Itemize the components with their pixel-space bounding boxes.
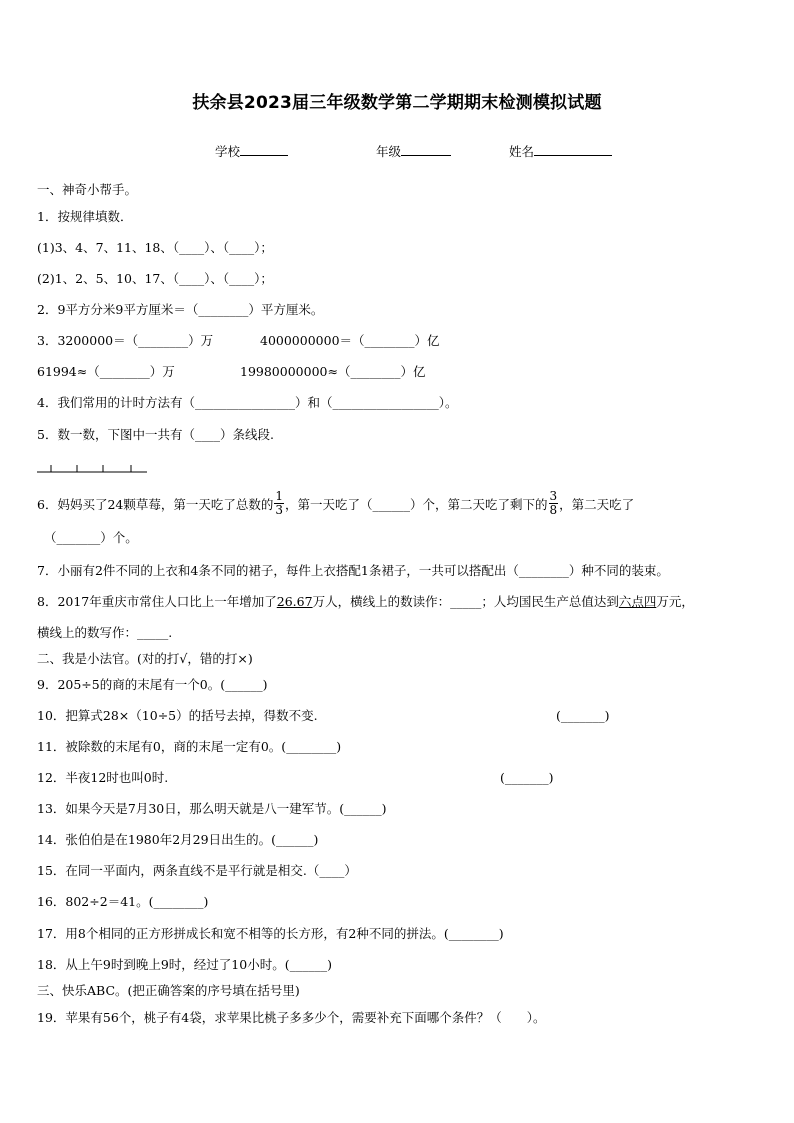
question-7: 7．小丽有2件不同的上衣和4条不同的裙子，每件上衣搭配1条裙子，一共可以搭配出（________）种不同的装束。 <box>37 563 669 578</box>
page-title: 扶余县2023届三年级数学第二学期期末检测模拟试题 <box>192 93 602 113</box>
question-6 <box>37 489 635 519</box>
judge-17: 17．用8个相同的正方形拼成长和宽不相等的长方形，有2种不同的拼法。(________) <box>37 926 504 941</box>
fraction-one-third: $\frac{1}{3}$ <box>275 489 284 517</box>
grade-field <box>376 142 451 160</box>
underlined-number: 26.67 <box>276 594 313 609</box>
question-3b2: 19980000000≈（________）亿 <box>240 364 426 379</box>
question-6-part2: ，第一天吃了（______）个，第二天吃了剩下的 <box>285 497 548 512</box>
fraction-three-eighths: $\frac{3}{8}$ <box>549 489 558 517</box>
question-8-part1: 8．2017年重庆市常住人口比上一年增加了 <box>37 594 277 609</box>
question-8 <box>37 594 694 610</box>
question-3a1: 3．3200000＝（________）万 <box>37 333 214 348</box>
question-1-stem: 1．按规律填数． <box>37 209 133 224</box>
line-segment-figure <box>37 462 149 476</box>
question-3a2: 4000000000＝（________）亿 <box>260 333 440 348</box>
judge-12-paren[interactable]: (_______) <box>500 770 554 785</box>
section-3-heading: 三、快乐ABC。(把正确答案的序号填在括号里) <box>37 983 300 998</box>
section-1-heading: 一、神奇小帮手。 <box>37 182 138 197</box>
grade-blank[interactable] <box>401 142 451 156</box>
judge-12: 12．半夜12时也叫0时. <box>37 770 169 785</box>
school-field <box>215 142 288 160</box>
question-3b1: 61994≈（________）万 <box>37 364 175 379</box>
question-6-part1: 6．妈妈买了24颗草莓，第一天吃了总数的 <box>37 497 274 512</box>
judge-15: 15．在同一平面内，两条直线不是平行就是相交.（____） <box>37 863 357 878</box>
name-label: 姓名 <box>509 144 535 159</box>
question-1a: (1)3、4、7、11、18、（____）、（____）； <box>37 240 273 255</box>
question-6-part3: ，第二天吃了 <box>559 497 635 512</box>
school-blank[interactable] <box>240 142 288 156</box>
judge-13: 13．如果今天是7月30日，那么明天就是八一建军节。(______) <box>37 801 387 816</box>
judge-10: 10．把算式28×（10÷5）的括号去掉，得数不变. <box>37 708 318 723</box>
judge-18: 18．从上午9时到晚上9时，经过了10小时。(______) <box>37 957 332 972</box>
question-8-part3: 万元， <box>656 594 694 609</box>
judge-11: 11．被除数的末尾有0，商的末尾一定有0。(________) <box>37 739 342 754</box>
underlined-words: 六点四 <box>618 594 657 609</box>
question-4: 4．我们常用的计时方法有（________________）和（_________________）。 <box>37 395 458 410</box>
question-2: 2．9平方分米9平方厘米＝（________）平方厘米。 <box>37 302 324 317</box>
name-field <box>509 142 612 160</box>
judge-9: 9．205÷5的商的末尾有一个0。(______) <box>37 677 268 692</box>
judge-16: 16．802÷2＝41。(________) <box>37 894 209 909</box>
question-6-line2: （_______）个。 <box>44 530 138 545</box>
question-8-line2: 横线上的数写作：_____. <box>37 625 173 640</box>
section-2-heading: 二、我是小法官。(对的打√，错的打×) <box>37 651 253 666</box>
judge-10-paren[interactable]: (_______) <box>556 708 610 723</box>
question-5: 5．数一数，下图中一共有（____）条线段. <box>37 427 274 442</box>
school-label: 学校 <box>215 144 241 159</box>
question-8-part2: 万人，横线上的数读作：_____；人均国民生产总值达到 <box>312 594 619 609</box>
question-1b: (2)1、2、5、10、17、（____）、（____）； <box>37 271 273 286</box>
judge-14: 14．张伯伯是在1980年2月29日出生的。(______) <box>37 832 319 847</box>
question-19: 19．苹果有56个，桃子有4袋，求苹果比桃子多多少个，需要补充下面哪个条件？（ ）。 <box>37 1010 546 1025</box>
grade-label: 年级 <box>376 144 402 159</box>
name-blank[interactable] <box>534 142 612 156</box>
